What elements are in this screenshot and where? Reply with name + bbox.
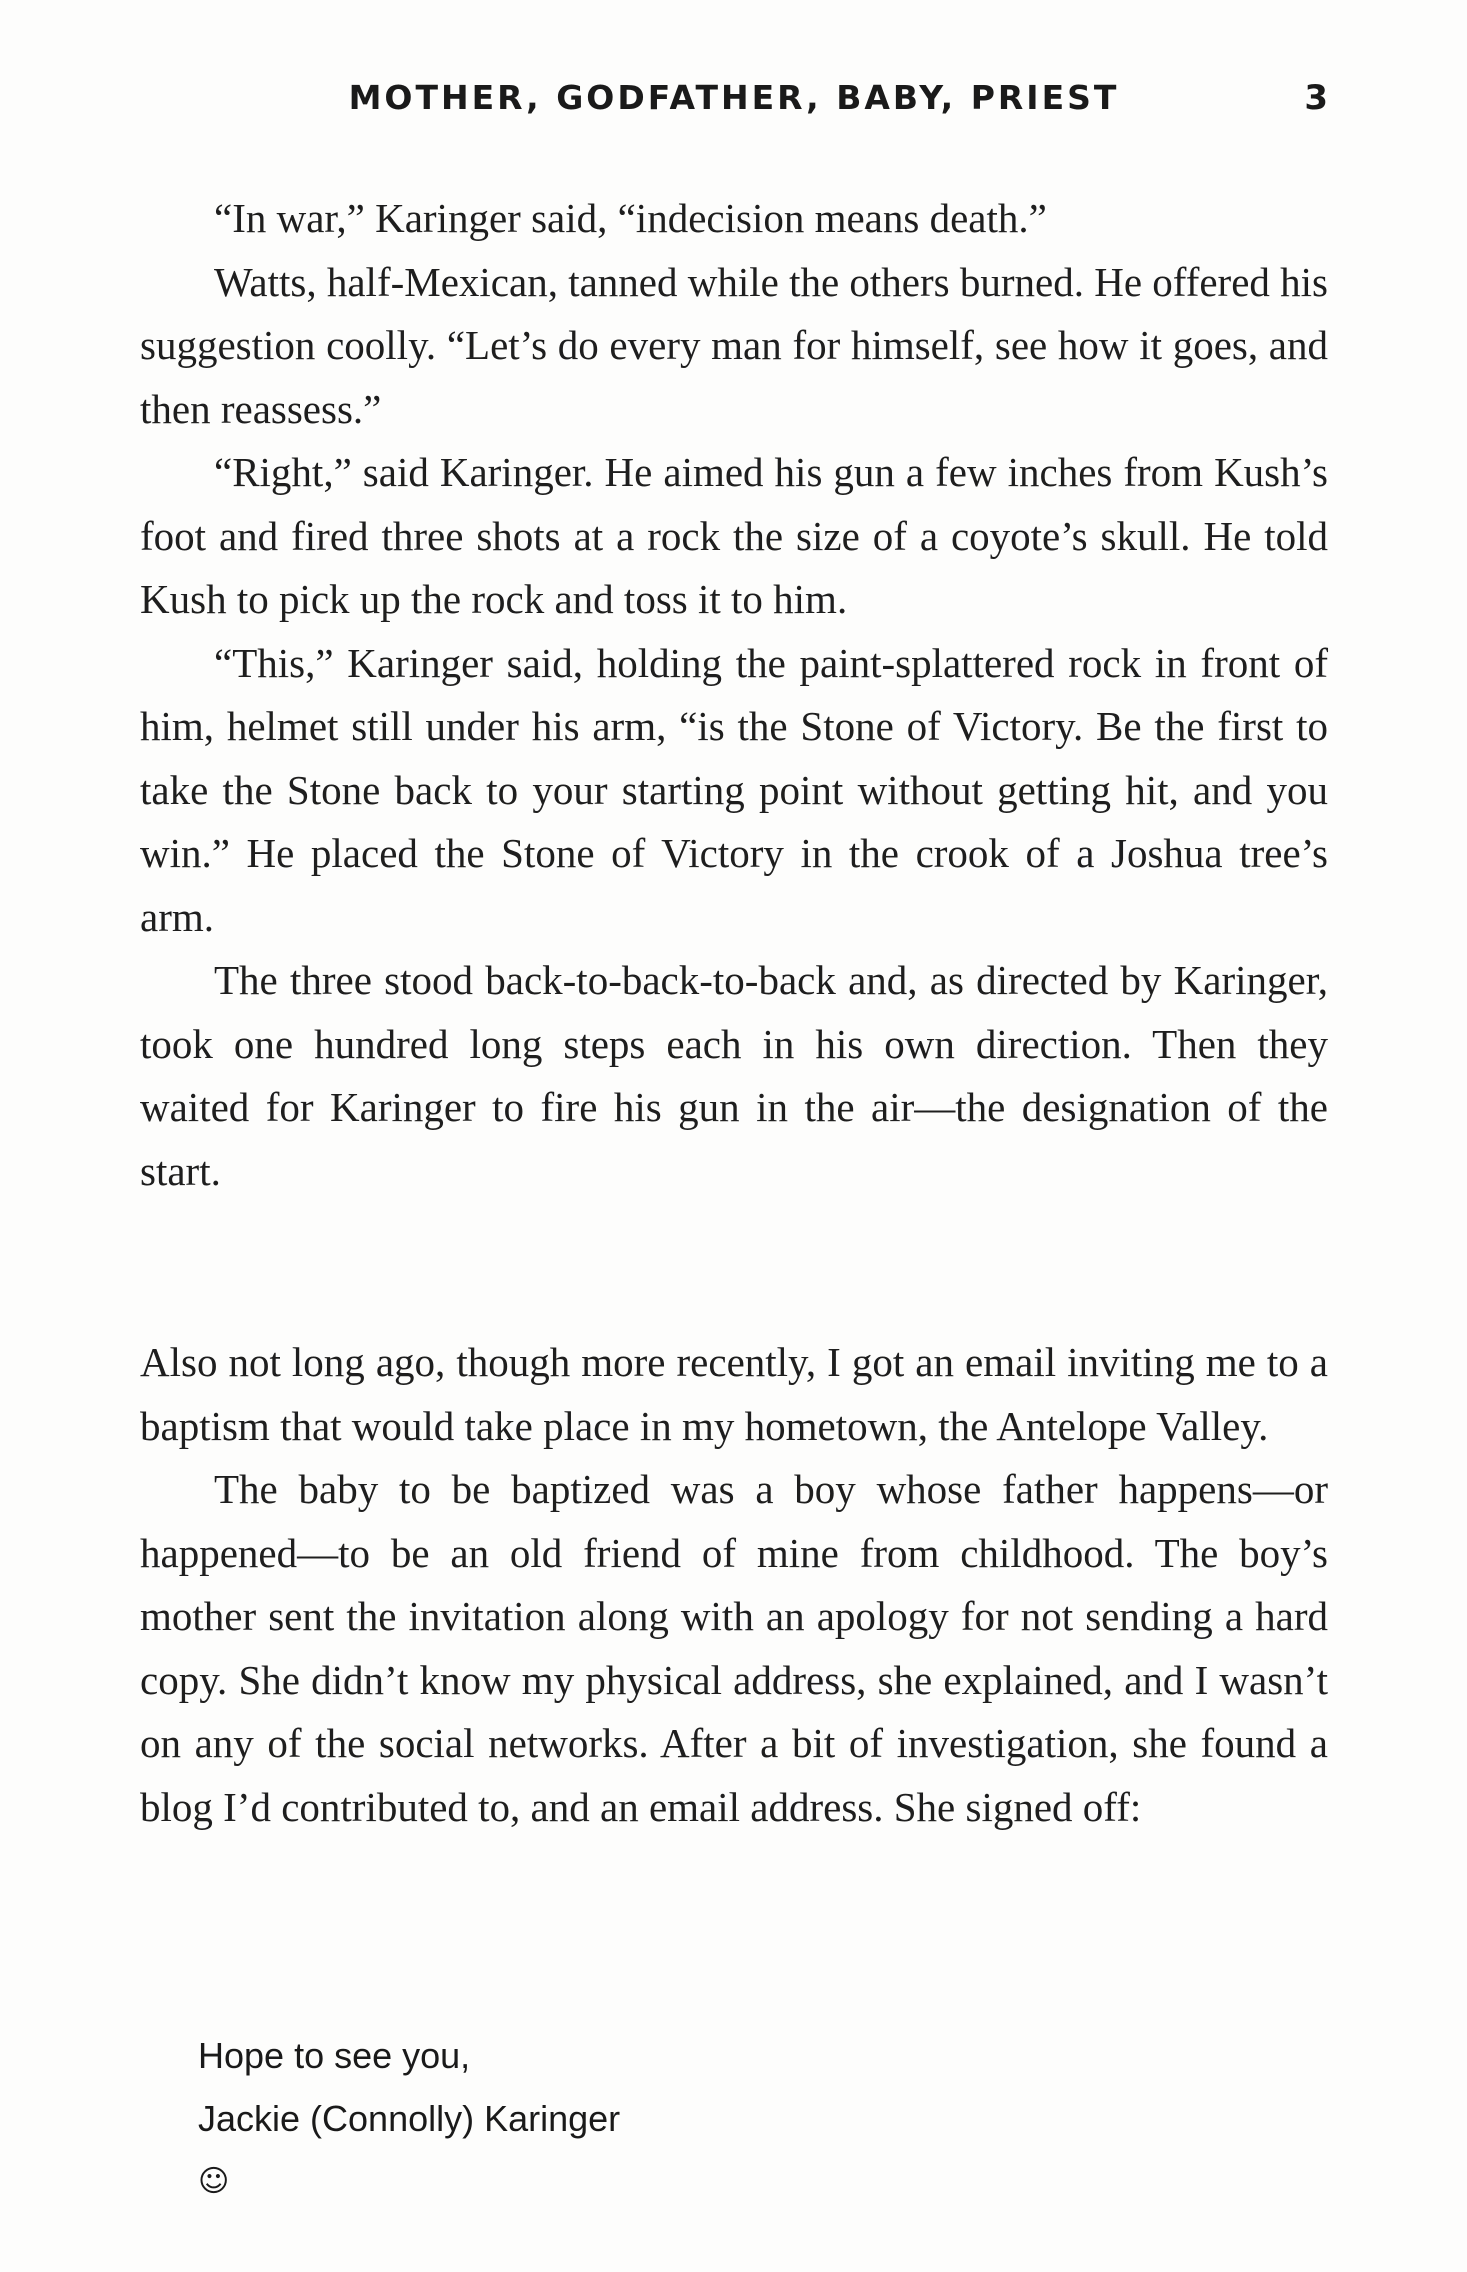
- section-two: [140, 1331, 1328, 1839]
- running-head: [140, 78, 1328, 128]
- signoff-name: Jackie (Connolly) Karinger: [198, 2098, 621, 2139]
- running-title: MOTHER, GODFATHER, BABY, PRIEST: [348, 78, 1120, 117]
- paragraph: The baby to be baptized was a boy whose father happens—or happened—to be an old friend of mine from childhood. The boy’s mother sent the invitation along with an apology for not sending a hard copy. She didn’t know my physical address, she explained, and I wasn’t on any of the social networks. After a bit of investigation, she found a blog I’d contributed to, and an email address. She signed off:: [140, 1466, 1328, 1830]
- paragraph: “Right,” said Karinger. He aimed his gun a few inches from Kush’s foot and fired three shots at a rock the size of a coyote’s skull. He told Kush to pick up the rock and toss it to him.: [140, 449, 1328, 622]
- smiley-icon: ☺: [198, 2164, 230, 2199]
- page-number: 3: [1304, 78, 1328, 118]
- signoff-line: Hope to see you,: [198, 2035, 471, 2076]
- paragraph: The three stood back-to-back-to-back and, as directed by Karinger, took one hundred long steps each in his own direction. Then they waited for Karinger to fire his gun in the air—the designation of the start.: [140, 957, 1328, 1194]
- paragraph: Also not long ago, though more recently, I got an email inviting me to a baptism that would take place in my hometown, the Antelope Valley.: [140, 1339, 1328, 1449]
- paragraph: “In war,” Karinger said, “indecision means death.”: [214, 195, 1047, 241]
- email-signoff: [198, 2024, 620, 2213]
- paragraph: “This,” Karinger said, holding the paint-splattered rock in front of him, helmet still under his arm, “is the Stone of Victory. Be the first to take the Stone back to your starting point without getting hit, and you win.” He placed the Stone of Victory in the crook of a Joshua tree’s arm.: [140, 639, 1328, 940]
- section-one: [140, 187, 1328, 1203]
- paragraph: Watts, half-Mexican, tanned while the others burned. He offered his suggestion coolly. “Let’s do every man for himself, see how it goes, and then reassess.”: [140, 258, 1328, 432]
